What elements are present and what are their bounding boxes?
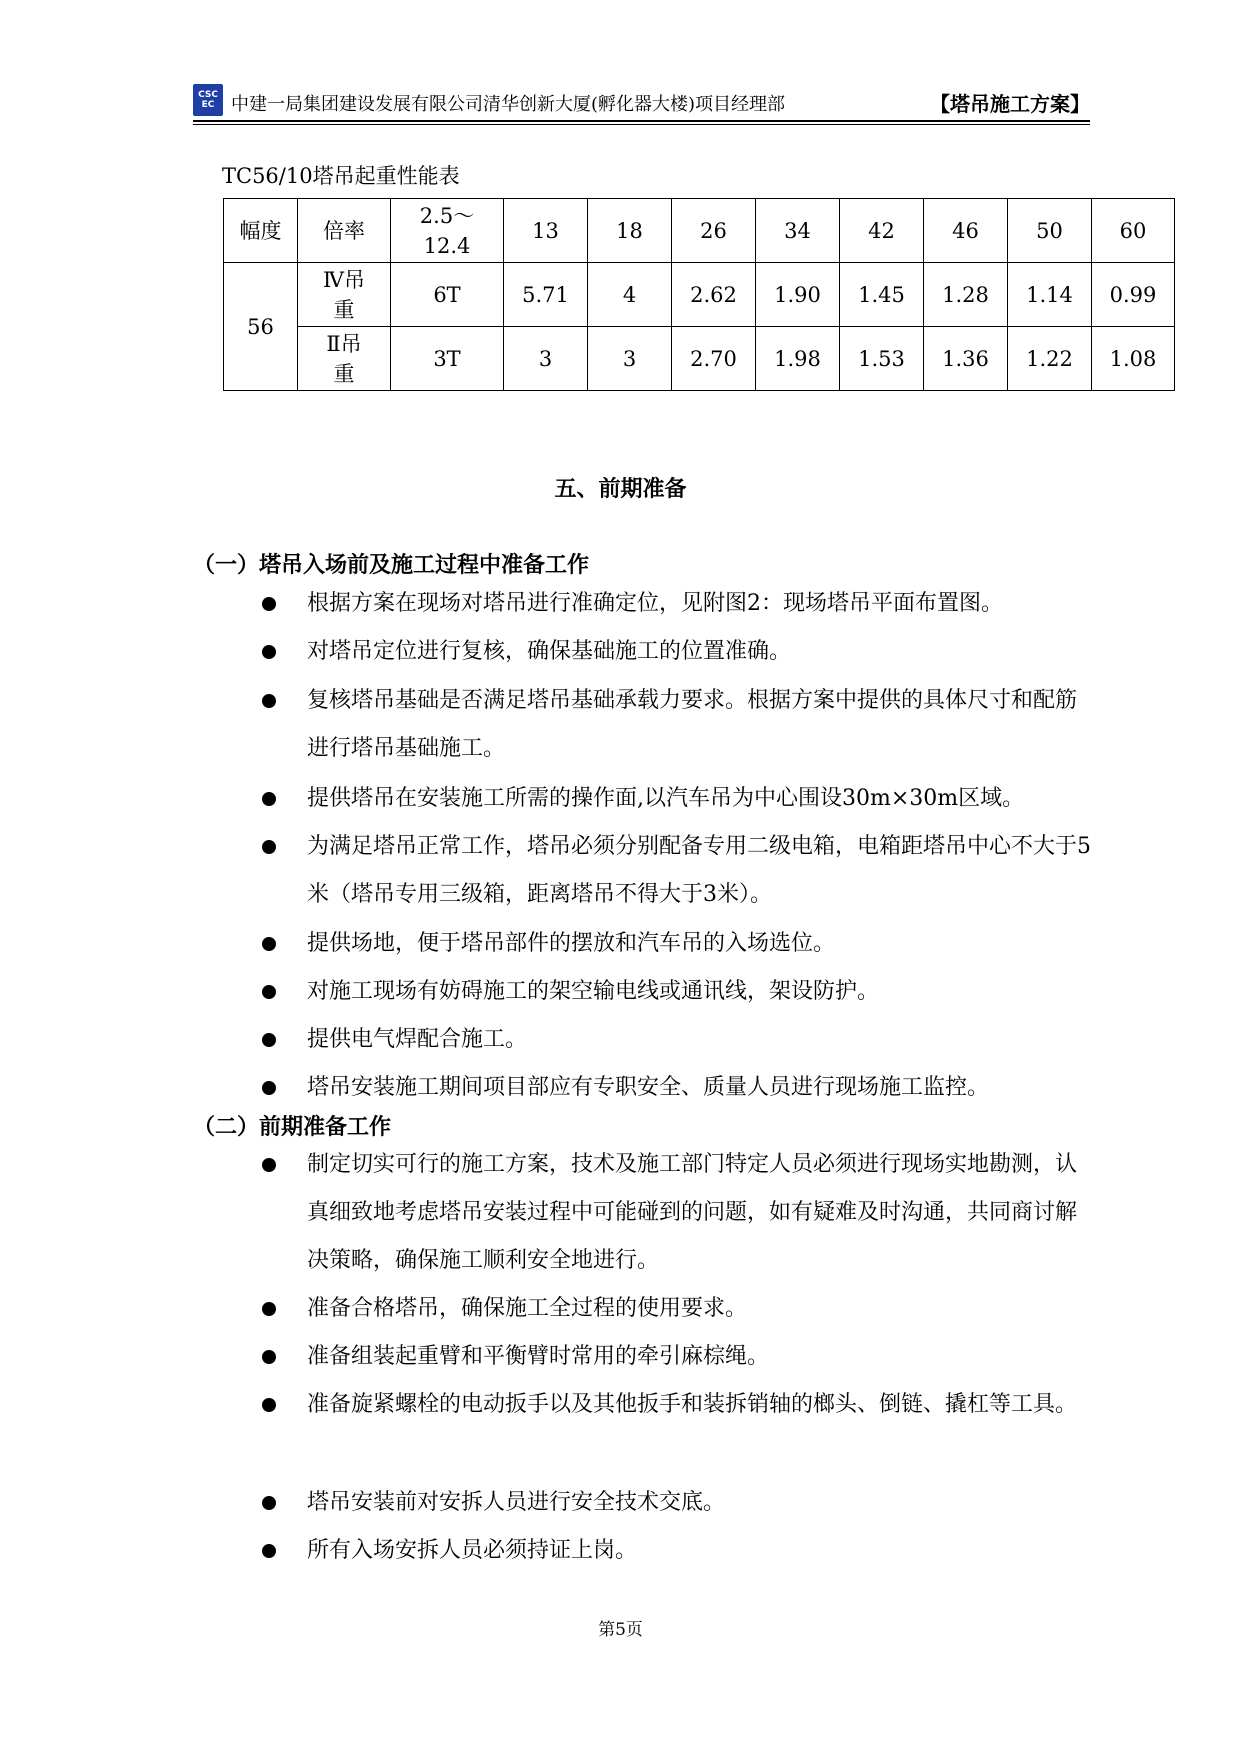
page-number: 第5页 <box>598 1620 643 1640</box>
table-cell: 1.45 <box>840 263 924 327</box>
table-cell: 1.08 <box>1092 327 1175 391</box>
table-header-cell: 2.5～12.4 <box>391 199 504 263</box>
table-cell: 3 <box>588 327 672 391</box>
list-item-text: 提供电气焊配合施工。 <box>307 1027 528 1052</box>
table-cell: 4 <box>588 263 672 327</box>
table-header-cell: 46 <box>924 199 1008 263</box>
list-item <box>262 968 1092 1016</box>
table-cell: 0.99 <box>1092 263 1175 327</box>
table-cell: 3 <box>504 327 588 391</box>
page-footer <box>0 1615 1241 1640</box>
table-header-row <box>224 199 1175 263</box>
list-item <box>262 823 1092 919</box>
row-label-cell: Ⅳ吊重 <box>298 263 391 327</box>
list-item-text: 对施工现场有妨碍施工的架空输电线或通讯线，架设防护。 <box>307 979 880 1004</box>
list-item <box>262 628 1092 676</box>
list-item-text: 对塔吊定位进行复核，确保基础施工的位置准确。 <box>307 639 792 664</box>
bullet-icon <box>262 1081 276 1095</box>
table-cell: 2.70 <box>672 327 756 391</box>
list-item-text: 准备组装起重臂和平衡臂时常用的牵引麻棕绳。 <box>307 1344 770 1369</box>
bullet-icon <box>262 1398 276 1412</box>
list-item <box>262 1064 1092 1112</box>
list-item <box>262 1479 1092 1527</box>
bullet-icon <box>262 840 276 854</box>
list-item <box>262 1527 1092 1575</box>
bullet-icon <box>262 937 276 951</box>
table-header-cell: 13 <box>504 199 588 263</box>
bullet-icon <box>262 694 276 708</box>
list-item-text: 准备合格塔吊，确保施工全过程的使用要求。 <box>307 1296 748 1321</box>
list-item <box>262 1141 1092 1285</box>
table-header-cell: 60 <box>1092 199 1175 263</box>
list-item-text: 根据方案在现场对塔吊进行准确定位，见附图2：现场塔吊平面布置图。 <box>307 591 1003 616</box>
bullet-icon <box>262 1350 276 1364</box>
table-cell: 3T <box>391 327 504 391</box>
table-cell: 1.53 <box>840 327 924 391</box>
lifting-performance-table <box>223 198 1175 391</box>
list-item-text: 提供塔吊在安装施工所需的操作面,以汽车吊为中心围设30m×30m区域。 <box>307 786 1025 811</box>
list-item-text: 塔吊安装施工期间项目部应有专职安全、质量人员进行现场施工监控。 <box>307 1075 990 1100</box>
list-item <box>262 677 1092 773</box>
section-title: 五、前期准备 <box>554 477 687 502</box>
list-item <box>262 1381 1092 1429</box>
table-header-cell: 倍率 <box>298 199 391 263</box>
table-header-cell: 26 <box>672 199 756 263</box>
list-item-text: 复核塔吊基础是否满足塔吊基础承载力要求。根据方案中提供的具体尺寸和配筋进行塔吊基础施工。 <box>307 688 1078 761</box>
list-item <box>262 920 1092 968</box>
bullet-icon <box>262 1544 276 1558</box>
list-item-text: 制定切实可行的施工方案，技术及施工部门特定人员必须进行现场实地勘测，认真细致地考虑塔吊安装过程中可能碰到的问题，如有疑难及时沟通，共同商讨解决策略，确保施工顺利安全地进行。 <box>307 1152 1078 1273</box>
subsection-title: （二）前期准备工作 <box>193 1115 392 1140</box>
list-item-text: 所有入场安拆人员必须持证上岗。 <box>307 1538 638 1563</box>
list-item <box>262 1016 1092 1064</box>
table-header-cell: 42 <box>840 199 924 263</box>
bullet-icon <box>262 1496 276 1510</box>
bullet-icon <box>262 645 276 659</box>
table-cell: 1.28 <box>924 263 1008 327</box>
bullet-icon <box>262 1158 276 1172</box>
table-cell: 1.90 <box>756 263 840 327</box>
bullet-icon <box>262 792 276 806</box>
table-cell: 6T <box>391 263 504 327</box>
table-cell: 5.71 <box>504 263 588 327</box>
table-cell: 1.14 <box>1008 263 1092 327</box>
table-header-cell: 34 <box>756 199 840 263</box>
table-cell: 1.98 <box>756 327 840 391</box>
bullet-icon <box>262 1302 276 1316</box>
header-doc-title: 【塔吊施工方案】 <box>930 92 1090 116</box>
header-rule-thin <box>193 124 1090 125</box>
list-item-text: 准备旋紧螺栓的电动扳手以及其他扳手和装拆销轴的榔头、倒链、撬杠等工具。 <box>307 1392 1078 1417</box>
list-item <box>262 775 1092 823</box>
list-item-text: 提供场地，便于塔吊部件的摆放和汽车吊的入场选位。 <box>307 931 836 956</box>
bullet-icon <box>262 1033 276 1047</box>
table-cell: 1.22 <box>1008 327 1092 391</box>
row-label-cell: Ⅱ吊重 <box>298 327 391 391</box>
list-item <box>262 1333 1092 1381</box>
table-header-cell: 18 <box>588 199 672 263</box>
page-header <box>193 84 1090 126</box>
range-cell: 56 <box>224 263 298 391</box>
table-cell: 1.36 <box>924 327 1008 391</box>
bullet-icon <box>262 597 276 611</box>
table-header-cell: 50 <box>1008 199 1092 263</box>
table-title: TC56/10塔吊起重性能表 <box>222 164 460 188</box>
table-row <box>224 263 1175 327</box>
table-header-cell: 幅度 <box>224 199 298 263</box>
list-item-text: 塔吊安装前对安拆人员进行安全技术交底。 <box>307 1490 726 1515</box>
company-logo-icon: CSC EC <box>193 84 223 116</box>
list-item-text: 为满足塔吊正常工作，塔吊必须分别配备专用二级电箱，电箱距塔吊中心不大于5米（塔吊专用三级箱，距离塔吊不得大于3米）。 <box>307 834 1091 907</box>
list-item <box>262 1285 1092 1333</box>
table-row <box>224 327 1175 391</box>
table-cell: 2.62 <box>672 263 756 327</box>
list-item <box>262 580 1092 628</box>
bullet-icon <box>262 985 276 999</box>
header-company: 中建一局集团建设发展有限公司清华创新大厦(孵化器大楼)项目经理部 <box>231 94 786 115</box>
header-rule <box>193 120 1090 122</box>
subsection-title: （一）塔吊入场前及施工过程中准备工作 <box>193 553 590 578</box>
